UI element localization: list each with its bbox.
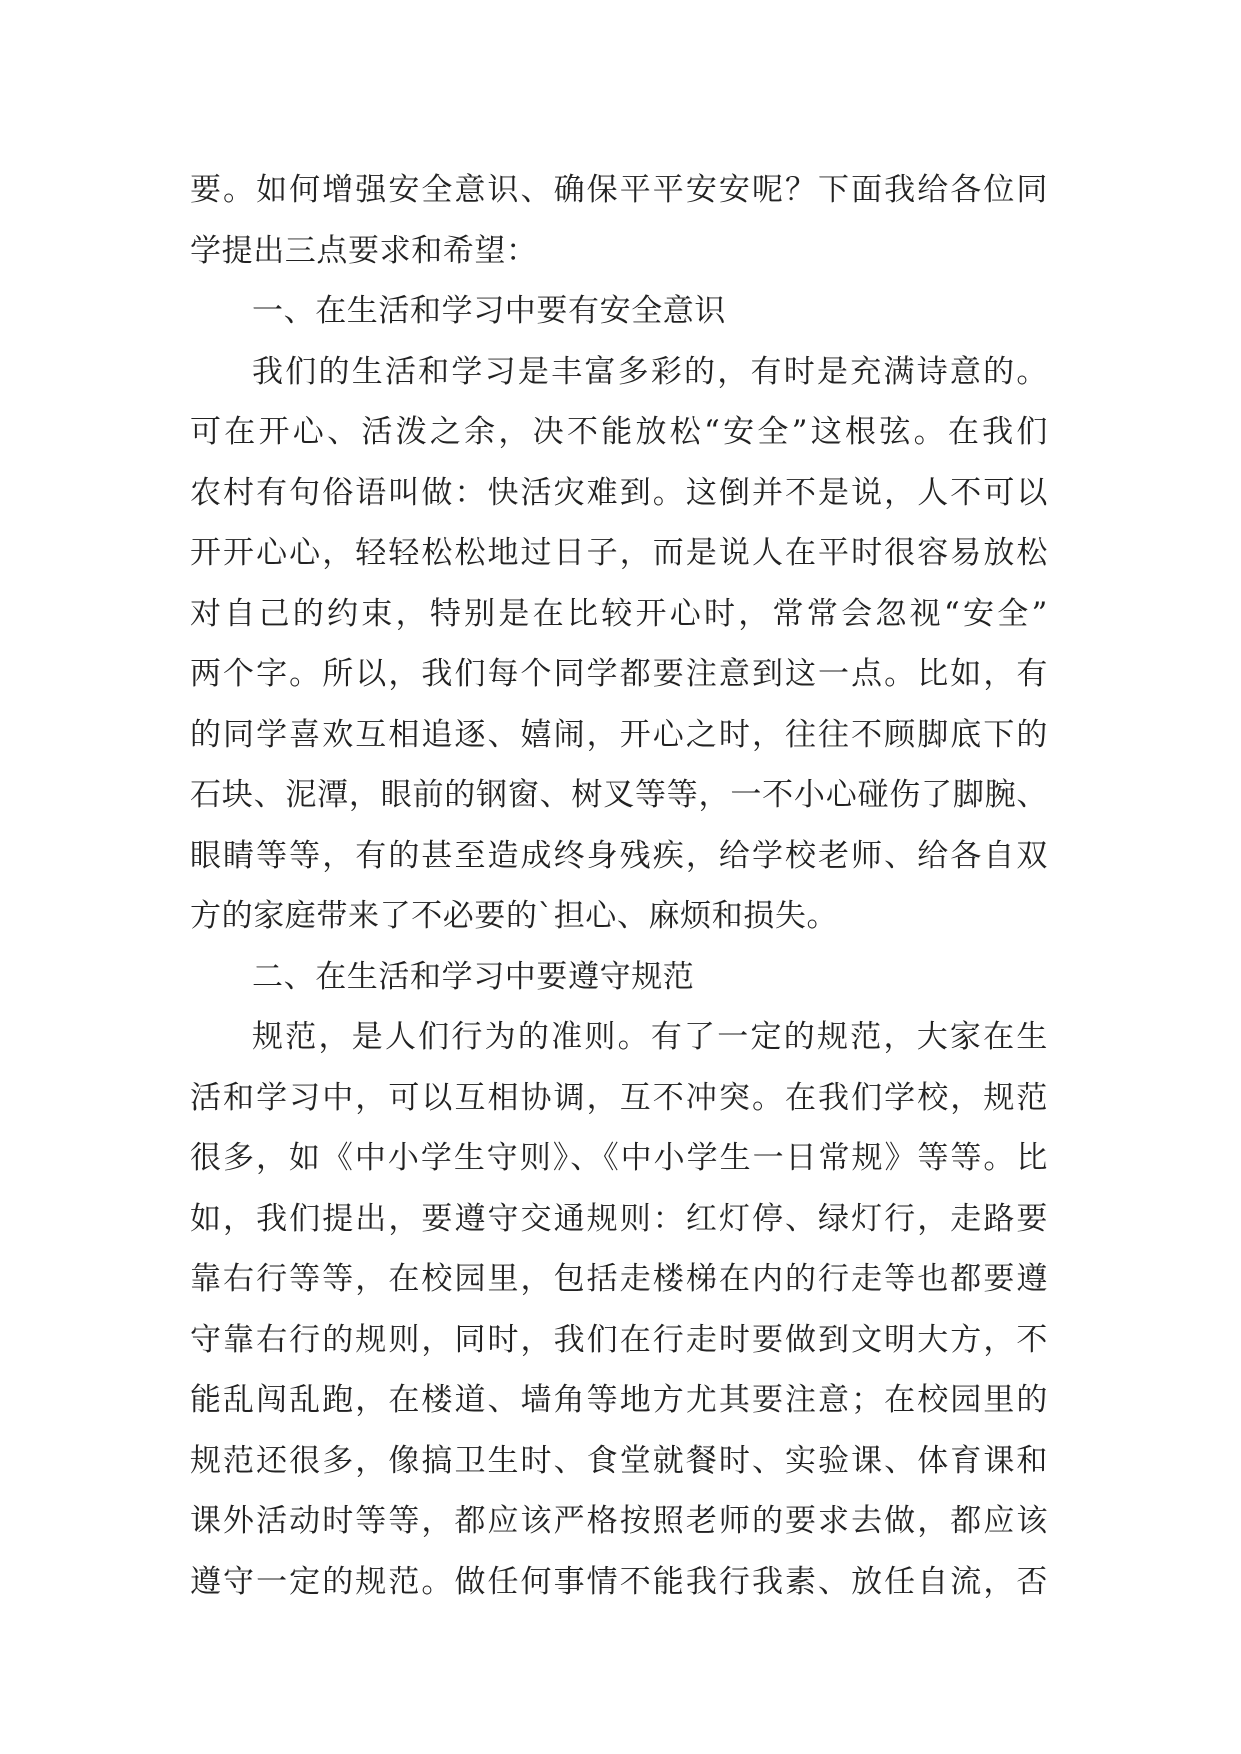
text-line: 开开心心，轻轻松松地过日子，而是说人在平时很容易放松 — [190, 535, 1048, 571]
text-line: 眼睛等等，有的甚至造成终身残疾，给学校老师、给各自双 — [190, 837, 1048, 874]
text-line: 可在开心、活泼之余，决不能放松“安全”这根弦。在我们 — [190, 414, 1048, 450]
text-line: 守靠右行的规则，同时，我们在行走时要做到文明大方，不 — [190, 1321, 1048, 1358]
text-line: 学提出三点要求和希望： — [190, 232, 538, 269]
text-line: 遵守一定的规范。做任何事情不能我行我素、放任自流，否 — [190, 1563, 1048, 1600]
text-line: 要。如何增强安全意识、确保平平安安呢？下面我给各位同 — [190, 172, 1048, 208]
text-line: 我们的生活和学习是丰富多彩的，有时是充满诗意的。 — [252, 353, 1048, 390]
text-line: 对自己的约束，特别是在比较开心时，常常会忽视“安全” — [190, 595, 1048, 632]
text-line: 农村有句俗语叫做：快活灾难到。这倒并不是说，人不可以 — [190, 474, 1048, 511]
section-heading: 一、在生活和学习中要有安全意识 — [252, 293, 726, 329]
text-line: 两个字。所以，我们每个同学都要注意到这一点。比如，有 — [190, 656, 1048, 692]
text-line: 方的家庭带来了不必要的`担心、麻烦和损失。 — [190, 898, 839, 934]
text-line: 能乱闯乱跑，在楼道、墙角等地方尤其要注意；在校园里的 — [190, 1382, 1048, 1418]
text-line: 活和学习中，可以互相协调，互不冲突。在我们学校，规范 — [190, 1079, 1048, 1116]
text-line: 规范还很多，像搞卫生时、食堂就餐时、实验课、体育课和 — [190, 1442, 1048, 1479]
section-heading: 二、在生活和学习中要遵守规范 — [252, 958, 695, 995]
text-line: 很多，如《中小学生守则》、《中小学生一日常规》等等。比 — [190, 1140, 1048, 1176]
document-page — [190, 160, 1048, 1612]
text-line: 的同学喜欢互相追逐、嬉闹，开心之时，往往不顾脚底下的 — [190, 716, 1048, 753]
text-line: 石块、泥潭，眼前的钢窗、树叉等等，一不小心碰伤了脚腕、 — [190, 777, 1048, 813]
text-line: 规范，是人们行为的准则。有了一定的规范，大家在生 — [252, 1019, 1048, 1055]
text-line: 如，我们提出，要遵守交通规则：红灯停、绿灯行，走路要 — [190, 1200, 1048, 1237]
text-line: 课外活动时等等，都应该严格按照老师的要求去做，都应该 — [190, 1503, 1048, 1539]
text-line: 靠右行等等，在校园里，包括走楼梯在内的行走等也都要遵 — [190, 1261, 1048, 1297]
